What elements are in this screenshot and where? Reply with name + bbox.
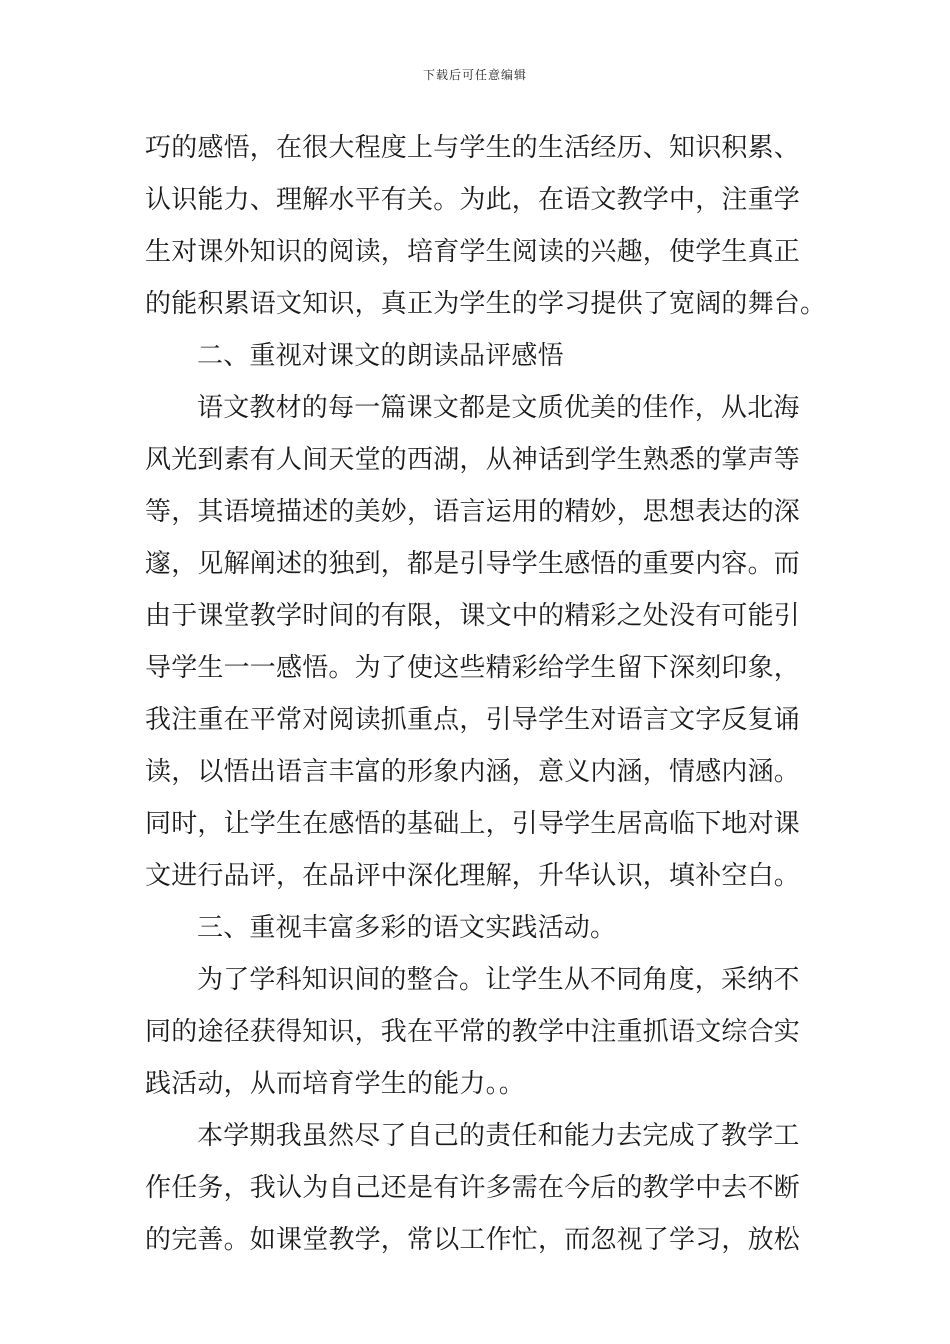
text-line: 的完善。如课堂教学，常以工作忙，而忽视了学习，放松 xyxy=(145,1225,801,1255)
text-line: 导学生一一感悟。为了使这些精彩给学生留下深刻印象， xyxy=(145,653,801,683)
paragraph-start: 为了学科知识间的整合。让学生从不同角度，采纳不 xyxy=(197,965,800,995)
text-line: 邃，见解阐述的独到，都是引导学生感悟的重要内容。而 xyxy=(145,549,801,579)
text-line: 读，以悟出语言丰富的形象内涵，意义内涵，情感内涵。 xyxy=(145,757,801,787)
body-text xyxy=(145,122,827,1266)
text-line: 同的途径获得知识，我在平常的教学中注重抓语文综合实 xyxy=(145,1017,801,1047)
text-line: 风光到素有人间天堂的西湖，从神话到学生熟悉的掌声等 xyxy=(145,445,801,475)
text-line: 巧的感悟，在很大程度上与学生的生活经历、知识积累、 xyxy=(145,133,801,163)
text-line: 等，其语境描述的美妙，语言运用的精妙，思想表达的深 xyxy=(145,497,801,527)
section-heading: 二、重视对课文的朗读品评感悟 xyxy=(197,341,564,371)
text-line: 作任务，我认为自己还是有许多需在今后的教学中去不断 xyxy=(145,1173,801,1203)
text-line: 践活动，从而培育学生的能力。。 xyxy=(145,1069,526,1099)
text-line: 同时，让学生在感悟的基础上，引导学生居高临下地对课 xyxy=(145,809,801,839)
section-heading: 三、重视丰富多彩的语文实践活动。 xyxy=(197,913,617,943)
page-header: 下载后可任意编辑 xyxy=(422,68,527,82)
text-line: 认识能力、理解水平有关。为此，在语文教学中，注重学 xyxy=(145,185,801,215)
text-line: 由于课堂教学时间的有限，课文中的精彩之处没有可能引 xyxy=(145,601,801,631)
paragraph-start: 语文教材的每一篇课文都是文质优美的佳作，从北海 xyxy=(197,393,800,423)
paragraph-start: 本学期我虽然尽了自己的责任和能力去完成了教学工 xyxy=(197,1121,800,1151)
text-line: 生对课外知识的阅读，培育学生阅读的兴趣，使学生真正 xyxy=(145,237,801,267)
text-line: 的能积累语文知识，真正为学生的学习提供了宽阔的舞台。 xyxy=(145,289,827,319)
text-line: 我注重在平常对阅读抓重点，引导学生对语言文字反复诵 xyxy=(145,705,801,735)
text-line: 文进行品评，在品评中深化理解，升华认识，填补空白。 xyxy=(145,861,801,891)
